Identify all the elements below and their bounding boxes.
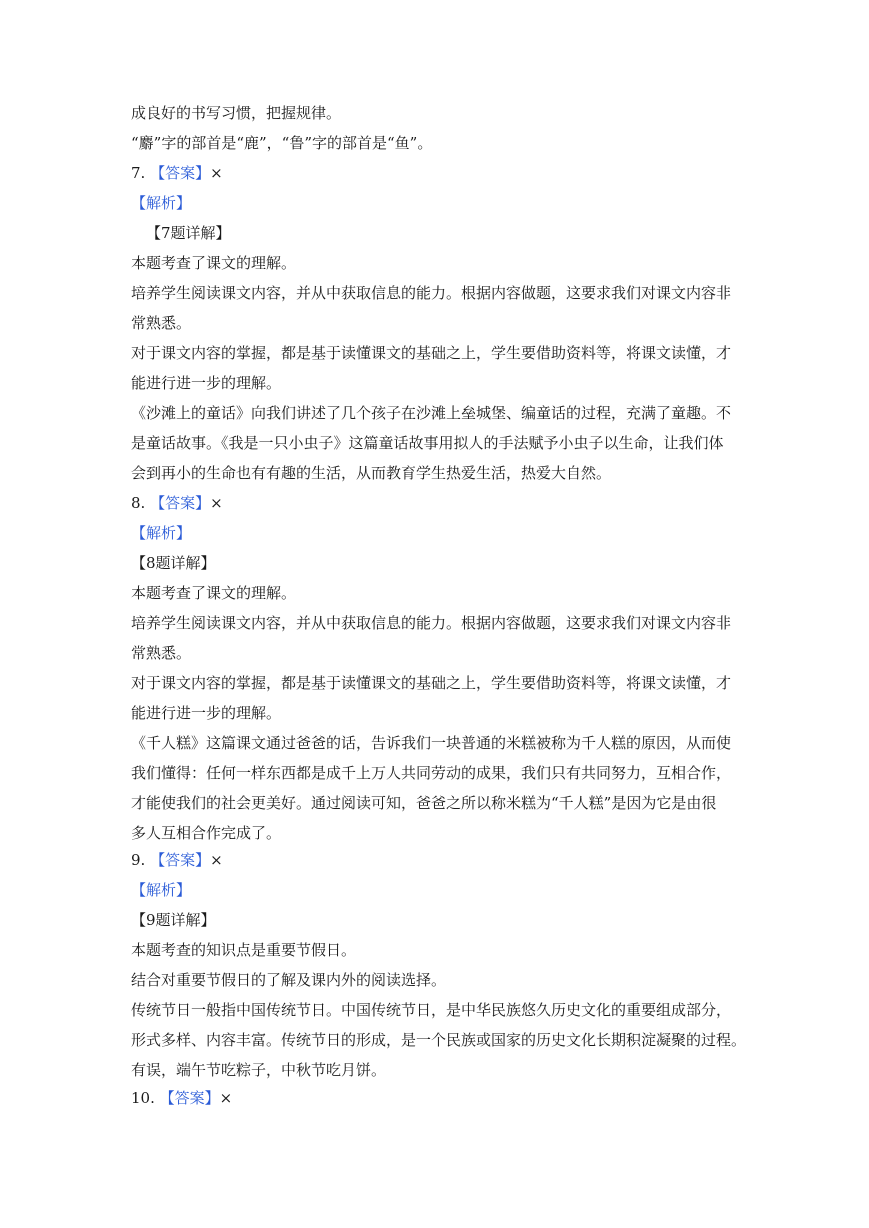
analysis-label: 【解析】 <box>131 194 192 212</box>
text-line: 成良好的书写习惯，把握规律。 <box>131 104 342 122</box>
text-line: 常熟悉。 <box>131 644 192 662</box>
answer-mark: × <box>210 851 223 869</box>
text-line: 本题考查了课文的理解。 <box>131 584 297 602</box>
question-number: 9. <box>131 851 146 869</box>
text-line: 本题考查了课文的理解。 <box>131 254 297 272</box>
text-line: 多人互相合作完成了。 <box>131 824 282 842</box>
answer-tag: 【答案】 <box>150 851 211 869</box>
analysis-label: 【解析】 <box>131 881 192 899</box>
text-line: 会到再小的生命也有有趣的生活，从而教育学生热爱生活，热爱大自然。 <box>131 464 612 482</box>
text-line: 《沙滩上的童话》向我们讲述了几个孩子在沙滩上垒城堡、编童话的过程，充满了童趣。不 <box>131 404 732 422</box>
text-line: 有误，端午节吃粽子，中秋节吃月饼。 <box>131 1061 387 1079</box>
detail-heading: 【9题详解】 <box>131 911 216 929</box>
question-number: 8. <box>131 494 146 512</box>
text-line: 常熟悉。 <box>131 314 192 332</box>
question-number: 10. <box>131 1089 155 1107</box>
answer-tag: 【答案】 <box>150 494 211 512</box>
text-line: 形式多样、内容丰富。传统节日的形成，是一个民族或国家的历史文化长期积淀凝聚的过程。 <box>131 1031 747 1049</box>
text-line: 对于课文内容的掌握，都是基于读懂课文的基础之上，学生要借助资料等，将课文读懂，才 <box>131 344 732 362</box>
answer-tag: 【答案】 <box>150 164 211 182</box>
text-line: 才能使我们的社会更美好。通过阅读可知，爸爸之所以称米糕为“千人糕”是因为它是由很 <box>131 794 717 812</box>
answer-line-10 <box>131 1088 741 1108</box>
answer-tag: 【答案】 <box>159 1089 220 1107</box>
text-line: 结合对重要节假日的了解及课内外的阅读选择。 <box>131 971 447 989</box>
answer-mark: × <box>210 494 223 512</box>
text-line: “麝”字的部首是“鹿”，“鲁”字的部首是“鱼”。 <box>131 134 433 152</box>
text-line: 本题考查的知识点是重要节假日。 <box>131 941 357 959</box>
answer-mark: × <box>219 1089 233 1107</box>
text-line: 培养学生阅读课文内容，并从中获取信息的能力。根据内容做题，这要求我们对课文内容非 <box>131 614 732 632</box>
text-line: 培养学生阅读课文内容，并从中获取信息的能力。根据内容做题，这要求我们对课文内容非 <box>131 284 732 302</box>
answer-line-7 <box>131 163 741 183</box>
text-line: 是童话故事。《我是一只小虫子》这篇童话故事用拟人的手法赋予小虫子以生命，让我们体 <box>131 434 724 452</box>
answer-mark: × <box>210 164 223 182</box>
detail-heading: 【7题详解】 <box>146 224 231 242</box>
answer-line-8 <box>131 493 741 513</box>
text-line: 我们懂得：任何一样东西都是成千上万人共同劳动的成果，我们只有共同努力，互相合作， <box>131 764 732 782</box>
detail-heading: 【8题详解】 <box>131 554 216 572</box>
text-line: 能进行进一步的理解。 <box>131 374 282 392</box>
answer-line-9 <box>131 850 741 870</box>
analysis-label: 【解析】 <box>131 524 192 542</box>
text-line: 能进行进一步的理解。 <box>131 704 282 722</box>
text-line: 传统节日一般指中国传统节日。中国传统节日，是中华民族悠久历史文化的重要组成部分， <box>131 1001 732 1019</box>
question-number: 7. <box>131 164 146 182</box>
text-line: 对于课文内容的掌握，都是基于读懂课文的基础之上，学生要借助资料等，将课文读懂，才 <box>131 674 732 692</box>
text-line: 《千人糕》这篇课文通过爸爸的话，告诉我们一块普通的米糕被称为千人糕的原因，从而使 <box>131 734 732 752</box>
